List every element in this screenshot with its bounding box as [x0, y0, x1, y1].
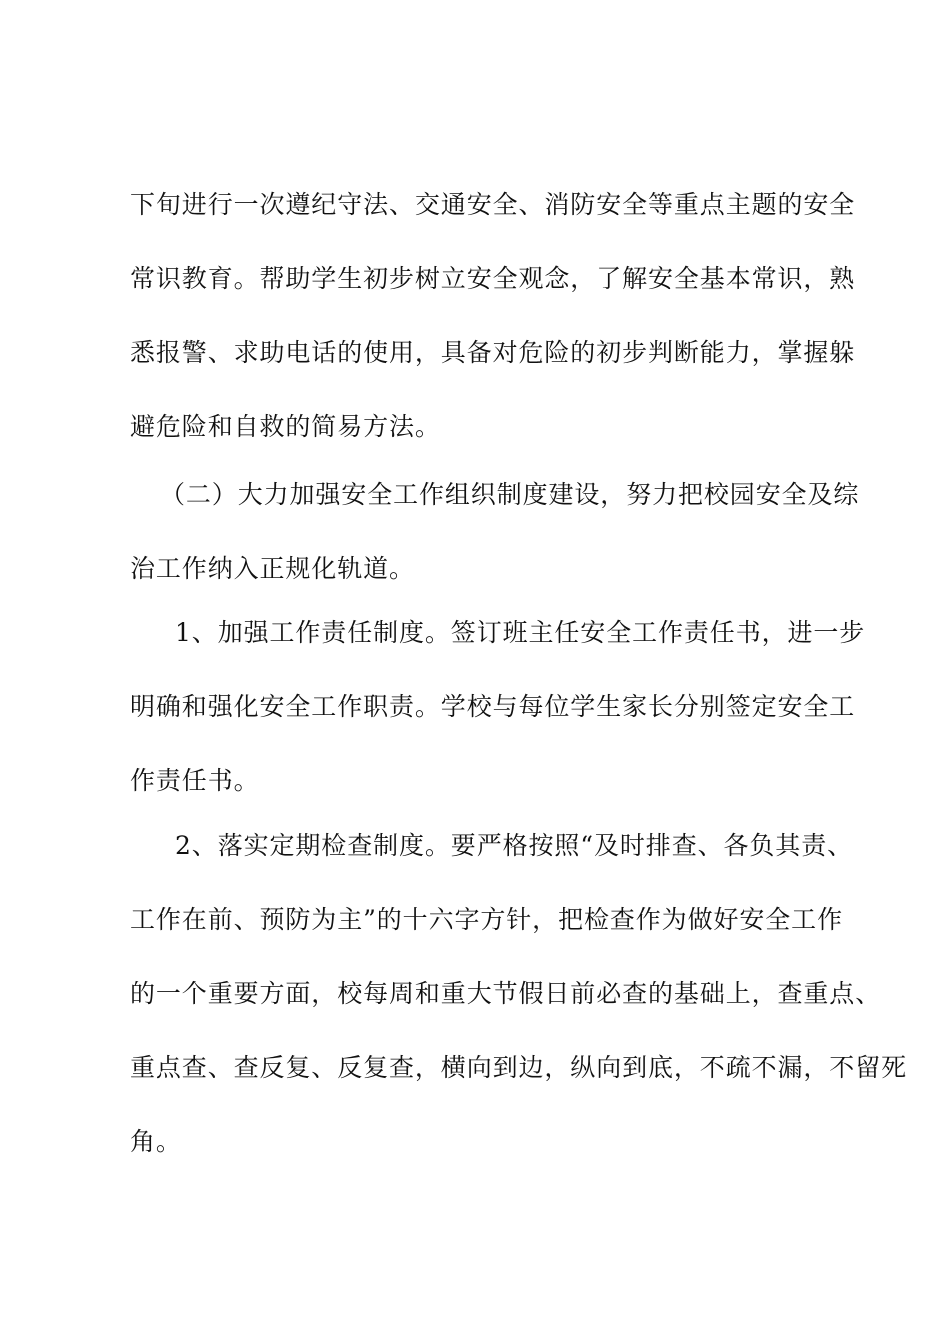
paragraph-line: 避危险和自救的简易方法。 [130, 412, 441, 441]
paragraph-line: 下旬进行一次遵纪守法、交通安全、消防安全等重点主题的安全 [130, 190, 856, 219]
section-heading-line: 治工作纳入正规化轨道。 [130, 554, 415, 583]
paragraph-line: 角。 [130, 1127, 182, 1156]
paragraph-line: 悉报警、求助电话的使用，具备对危险的初步判断能力，掌握躲 [130, 338, 856, 367]
paragraph-line: 重点查、查反复、反复查，横向到边，纵向到底，不疏不漏，不留死 [130, 1053, 908, 1082]
paragraph-line: 1、加强工作责任制度。签订班主任安全工作责任书，进一步 [175, 618, 866, 647]
paragraph-line: 工作在前、预防为主”的十六字方针，把检查作为做好安全工作 [130, 905, 843, 934]
paragraph-line: 的一个重要方面，校每周和重大节假日前必查的基础上，查重点、 [130, 979, 882, 1008]
section-heading-line: （二）大力加强安全工作组织制度建设，努力把校园安全及综 [160, 480, 860, 509]
paragraph-line: 明确和强化安全工作职责。学校与每位学生家长分别签定安全工 [130, 692, 856, 721]
paragraph-line: 作责任书。 [130, 766, 260, 795]
paragraph-line: 2、落实定期检查制度。要严格按照“及时排查、各负其责、 [175, 831, 853, 860]
paragraph-line: 常识教育。帮助学生初步树立安全观念，了解安全基本常识，熟 [130, 264, 856, 293]
